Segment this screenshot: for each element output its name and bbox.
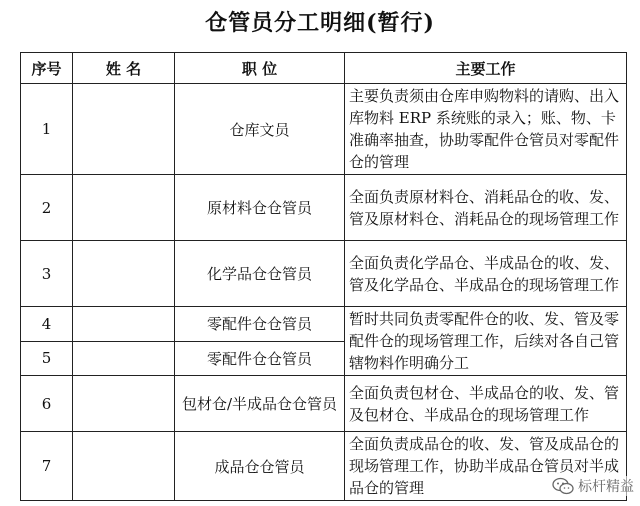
wechat-icon xyxy=(552,477,574,495)
header-num: 序号 xyxy=(21,53,73,84)
cell-name xyxy=(73,307,175,342)
cell-position: 化学品仓仓管员 xyxy=(175,241,345,307)
cell-num: 1 xyxy=(21,84,73,175)
page-title: 仓管员分工明细(暂行) xyxy=(205,10,435,36)
cell-position: 仓库文员 xyxy=(175,84,345,175)
table-row xyxy=(21,432,627,501)
cell-duties: 全面负责原材料仓、消耗品仓的收、发、管及原材料仓、消耗品仓的现场管理工作 xyxy=(345,175,627,241)
header-position: 职 位 xyxy=(175,53,345,84)
table-row xyxy=(21,376,627,432)
cell-name xyxy=(73,376,175,432)
cell-name xyxy=(73,341,175,376)
cell-name xyxy=(73,84,175,175)
cell-num: 4 xyxy=(21,307,73,342)
header-duties: 主要工作 xyxy=(345,53,627,84)
header-name: 姓 名 xyxy=(73,53,175,84)
cell-num: 3 xyxy=(21,241,73,307)
cell-position: 零配件仓仓管员 xyxy=(175,307,345,342)
cell-num: 7 xyxy=(21,432,73,501)
cell-position: 包材仓/半成品仓仓管员 xyxy=(175,376,345,432)
cell-duties: 全面负责化学品仓、半成品仓的收、发、管及化学品仓、半成品仓的现场管理工作 xyxy=(345,241,627,307)
cell-duties: 全面负责包材仓、半成品仓的收、发、管及包材仓、半成品仓的现场管理工作 xyxy=(345,376,627,432)
cell-duties: 主要负责须由仓库申购物料的请购、出入库物料 ERP 系统账的录入；账、物、卡准确率抽查，协助零配件仓管员对零配件仓的管理 xyxy=(345,84,627,175)
cell-position: 零配件仓仓管员 xyxy=(175,341,345,376)
cell-name xyxy=(73,175,175,241)
table-header-row xyxy=(21,53,627,84)
cell-num: 2 xyxy=(21,175,73,241)
cell-duties: 暂时共同负责零配件仓的收、发、管及零配件仓的现场管理工作，后续对各自己管辖物料作明确分工 xyxy=(345,307,627,376)
cell-position: 成品仓仓管员 xyxy=(175,432,345,501)
table-row xyxy=(21,84,627,175)
cell-duties: 全面负责成品仓的收、发、管及成品仓的现场管理工作，协助半成品仓管员对半成品仓的管理 xyxy=(345,432,627,501)
cell-position: 原材料仓仓管员 xyxy=(175,175,345,241)
watermark-text: 标杆精益 xyxy=(578,479,634,495)
cell-num: 6 xyxy=(21,376,73,432)
table-row xyxy=(21,175,627,241)
table-row xyxy=(21,241,627,307)
watermark xyxy=(552,476,634,496)
cell-name xyxy=(73,241,175,307)
staff-duty-table xyxy=(20,52,627,501)
cell-name xyxy=(73,432,175,501)
cell-num: 5 xyxy=(21,341,73,376)
table-row xyxy=(21,307,627,342)
